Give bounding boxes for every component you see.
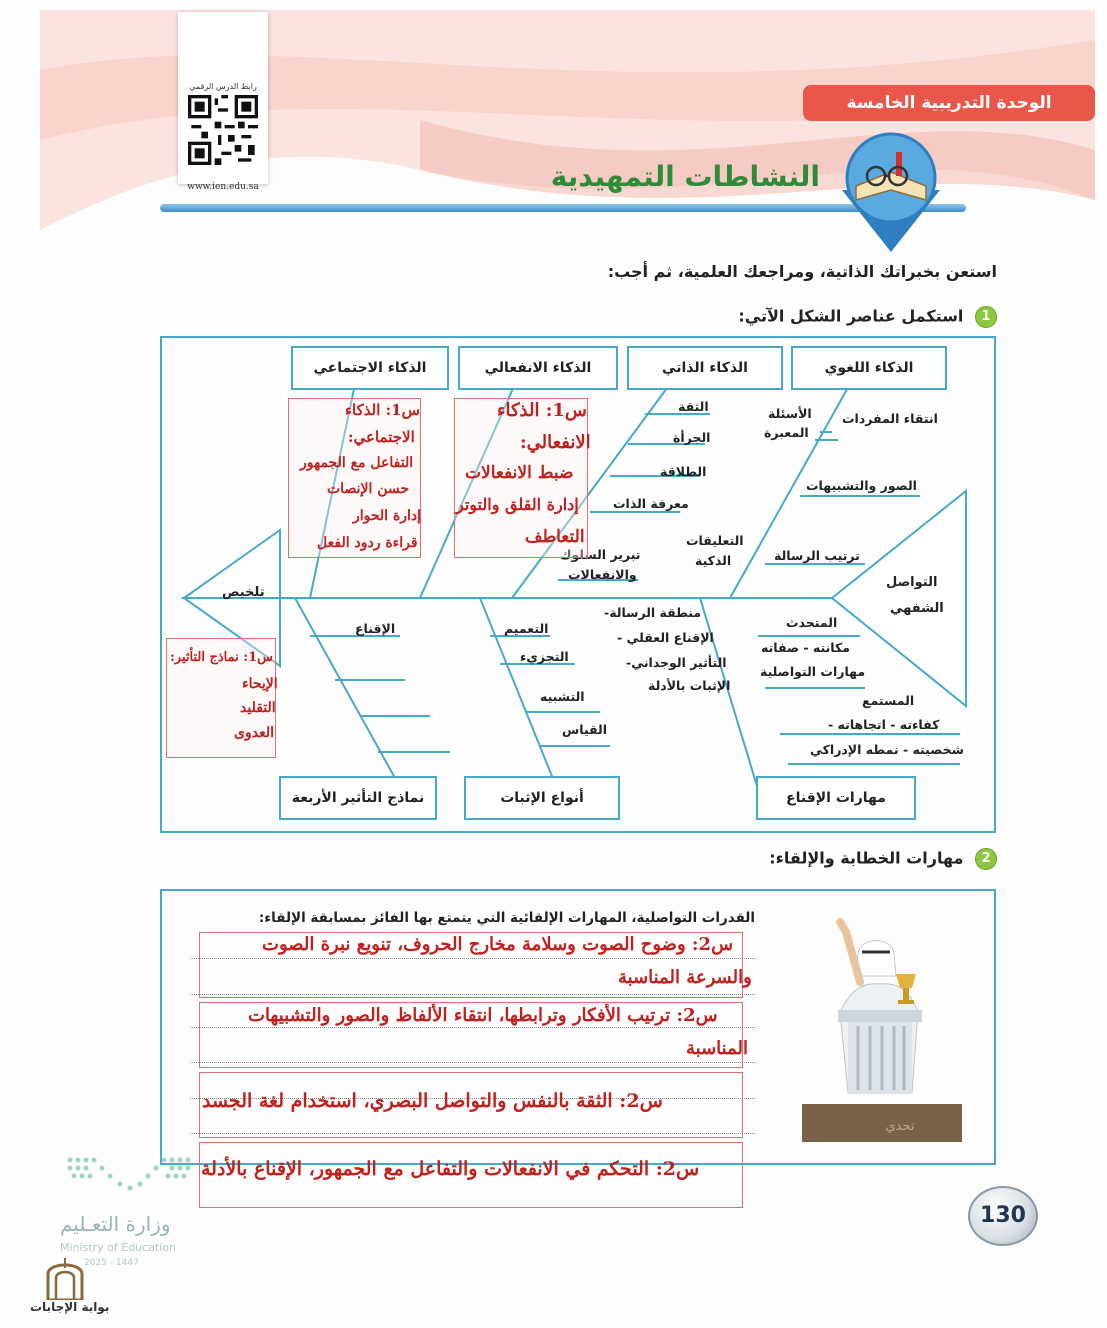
qr-code-icon[interactable]: [188, 95, 258, 165]
qr-url[interactable]: www.ien.edu.sa: [187, 182, 259, 192]
qr-caption: رابط الدرس الرقمي: [189, 82, 257, 91]
question-1-heading: [738, 306, 997, 328]
answer-influence-line: الإيحاء: [242, 676, 278, 692]
ministry-name-en: Ministry of Education: [60, 1241, 177, 1254]
self-item: الثقة: [678, 399, 709, 414]
proof-item: التعميم: [504, 621, 549, 636]
linguistic-item: الذكية: [695, 553, 732, 568]
message-item: منطقة الرسالة-: [604, 605, 702, 620]
ministry-year: 2025 - 1447: [84, 1258, 139, 1268]
message-item: الإثبات بالأدلة: [648, 678, 731, 693]
proof-item: القياس: [562, 722, 608, 737]
persuasion-item: مهارات التواصلية: [760, 664, 866, 679]
message-item: الإقناع العقلي -: [617, 630, 714, 645]
self-item: معرفة الذات: [613, 496, 689, 511]
answer-2-line: س2: الثقة بالنفس والتواصل البصري، استخدام لغة الجسد: [202, 1090, 663, 1112]
category-influence-models: نماذج التأثير الأربعة: [279, 776, 437, 820]
answer-social-line: الاجتماعي:: [348, 428, 415, 446]
answer-influence-line: التقليد: [240, 700, 276, 716]
question-1-text: استكمل عناصر الشكل الآتي:: [738, 306, 964, 326]
ministry-name-ar: وزارة التعـليم: [60, 1212, 171, 1236]
answer-social-line: قراءة ردود الفعل: [317, 535, 418, 551]
answer-emotional-line: ضبط الانفعالات: [465, 463, 574, 483]
answer-2-line: المناسبة: [686, 1038, 748, 1059]
proof-item: التشبيه: [540, 689, 585, 704]
answer-influence-line: س1: نماذج التأثير:: [170, 650, 274, 665]
gate-logo-icon: [44, 1256, 86, 1300]
question-number-badge: 2: [975, 848, 997, 870]
category-persuasion-skills: مهارات الإقناع: [756, 776, 916, 820]
speaker-podium-illustration: [800, 912, 964, 1144]
head-label-line1: التواصل: [886, 575, 938, 590]
answer-2-line: والسرعة المناسبة: [618, 967, 752, 988]
instruction-text: استعن بخبراتك الذاتية، ومراجعك العلمية، ثم أجب:: [607, 262, 997, 281]
answer-social-line: حسن الإنصات: [327, 481, 410, 497]
answer-2-line: س2: وضوح الصوت وسلامة مخارج الحروف، تنويع نبرة الصوت: [262, 934, 734, 955]
answer-emotional-line: إدارة القلق والتوتر: [456, 495, 579, 514]
answer-influence-line: العدوى: [234, 725, 274, 741]
persuasion-item: مكانته - صفاته: [761, 640, 851, 655]
answer-2-line: س2: التحكم في الانفعالات والتفاعل مع الجمهور، الإقناع بالأدلة: [201, 1158, 700, 1180]
persuasion-item: شخصيته - نمطه الإدراكي: [810, 742, 964, 757]
page-title: النشاطات التمهيدية: [550, 160, 820, 193]
self-item: والانفعالات: [568, 567, 637, 582]
category-proof-types: أنواع الإثبات: [464, 776, 620, 820]
answer-social-line: س1: الذكاء: [345, 401, 420, 419]
answer-2-line: س2: ترتيب الأفكار وترابطها، انتقاء الألفاظ والصور والتشبيهات: [248, 1005, 718, 1026]
category-emotional: الذكاء الانفعالي: [458, 346, 618, 390]
category-linguistic: الذكاء اللغوي: [791, 346, 947, 390]
persuasion-item: كفاءته - اتجاهاته -: [828, 717, 940, 732]
tail-label: تلخيص: [222, 585, 265, 600]
answer-social-line: إدارة الحوار: [353, 508, 422, 524]
category-self: الذكاء الذاتي: [627, 346, 783, 390]
unit-tab: الوحدة التدريبية الخامسة: [803, 85, 1095, 121]
answer-emotional-line: التعاطف: [525, 527, 585, 547]
linguistic-item: التعليقات: [686, 533, 744, 548]
category-social: الذكاء الاجتماعي: [291, 346, 449, 390]
message-item: التأثير الوجداني-: [626, 655, 727, 670]
persuasion-item: المتحدث: [786, 615, 838, 630]
linguistic-item: انتقاء المفردات: [842, 411, 938, 426]
persuasion-item: المستمع: [862, 693, 915, 708]
answer-emotional-line: الانفعالي:: [520, 432, 591, 453]
head-label-line2: الشفهي: [890, 601, 944, 616]
question-2-prompt: القدرات التواصلية، المهارات الإلقائية التي يتمتع بها الفائز بمسابقة الإلقاء:: [258, 910, 755, 926]
answer-emotional-line: س1: الذكاء: [497, 400, 587, 421]
question-number-badge: 1: [975, 306, 997, 328]
gate-watermark-text: بوابة الإجابات: [30, 1300, 110, 1314]
linguistic-item: ترتيب الرسالة: [774, 548, 860, 563]
self-item: الطلاقة: [660, 464, 707, 479]
answer-social-line: التفاعل مع الجمهور: [300, 455, 414, 471]
answer-box-social[interactable]: [288, 398, 421, 558]
influence-item: الإقناع: [355, 621, 396, 636]
self-item: الجرأة: [673, 430, 711, 445]
page-number: 130: [968, 1186, 1038, 1246]
book-glasses-icon: [832, 130, 950, 255]
linguistic-item: المعبرة: [764, 425, 809, 440]
proof-item: التجزيء: [520, 649, 569, 664]
linguistic-item: الأسئلة: [768, 406, 812, 421]
question-2-text: مهارات الخطابة والإلقاء:: [769, 848, 964, 868]
podium-label: تحدي: [885, 1119, 915, 1134]
self-item: تبرير السلوك: [560, 547, 641, 562]
linguistic-item: الصور والتشبيهات: [806, 478, 917, 493]
question-2-heading: [769, 848, 997, 870]
